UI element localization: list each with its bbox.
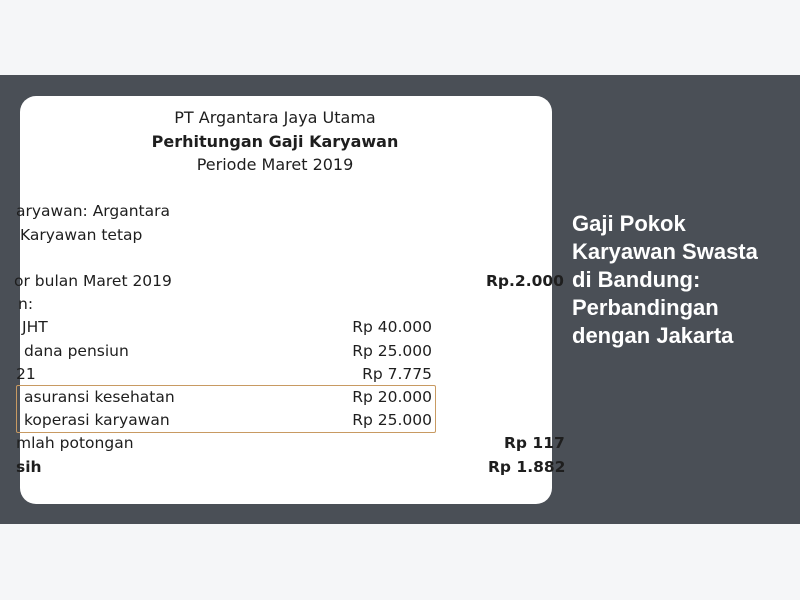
salary-amount: Rp.2.000 — [486, 272, 564, 290]
employee-name-line: aryawan: Argantara — [16, 202, 171, 220]
payslip-title: Perhitungan Gaji Karyawan — [151, 132, 399, 151]
net-salary-label: sih — [16, 458, 42, 476]
deduction-label: dana pensiun — [24, 342, 129, 360]
salary-line: or bulan Maret 2019 — [14, 272, 172, 290]
deduction-amount: Rp 7.775 — [362, 365, 432, 383]
deduction-label: koperasi karyawan — [24, 411, 170, 429]
deductions-header: n: — [18, 295, 34, 313]
deduction-label: 21 — [16, 365, 36, 383]
payslip-image-card — [14, 96, 566, 504]
deduction-label: JHT — [22, 318, 48, 336]
employee-status-line: Karyawan tetap — [20, 226, 143, 244]
article-headline[interactable]: Gaji Pokok Karyawan Swasta di Bandung: Perbandingan dengan Jakarta — [572, 211, 758, 348]
deduction-amount: Rp 20.000 — [352, 388, 432, 406]
total-deductions-amount: Rp 117 — [504, 434, 565, 452]
deduction-amount: Rp 25.000 — [352, 411, 432, 429]
deduction-label: asuransi kesehatan — [24, 388, 175, 406]
payslip-period: Periode Maret 2019 — [196, 155, 354, 174]
company-name: PT Argantara Jaya Utama — [174, 108, 376, 127]
deduction-amount: Rp 40.000 — [352, 318, 432, 336]
deduction-amount: Rp 25.000 — [352, 342, 432, 360]
total-deductions-label: mlah potongan — [16, 434, 134, 452]
payslip-document — [14, 96, 566, 504]
net-salary-amount: Rp 1.882 — [488, 458, 566, 476]
